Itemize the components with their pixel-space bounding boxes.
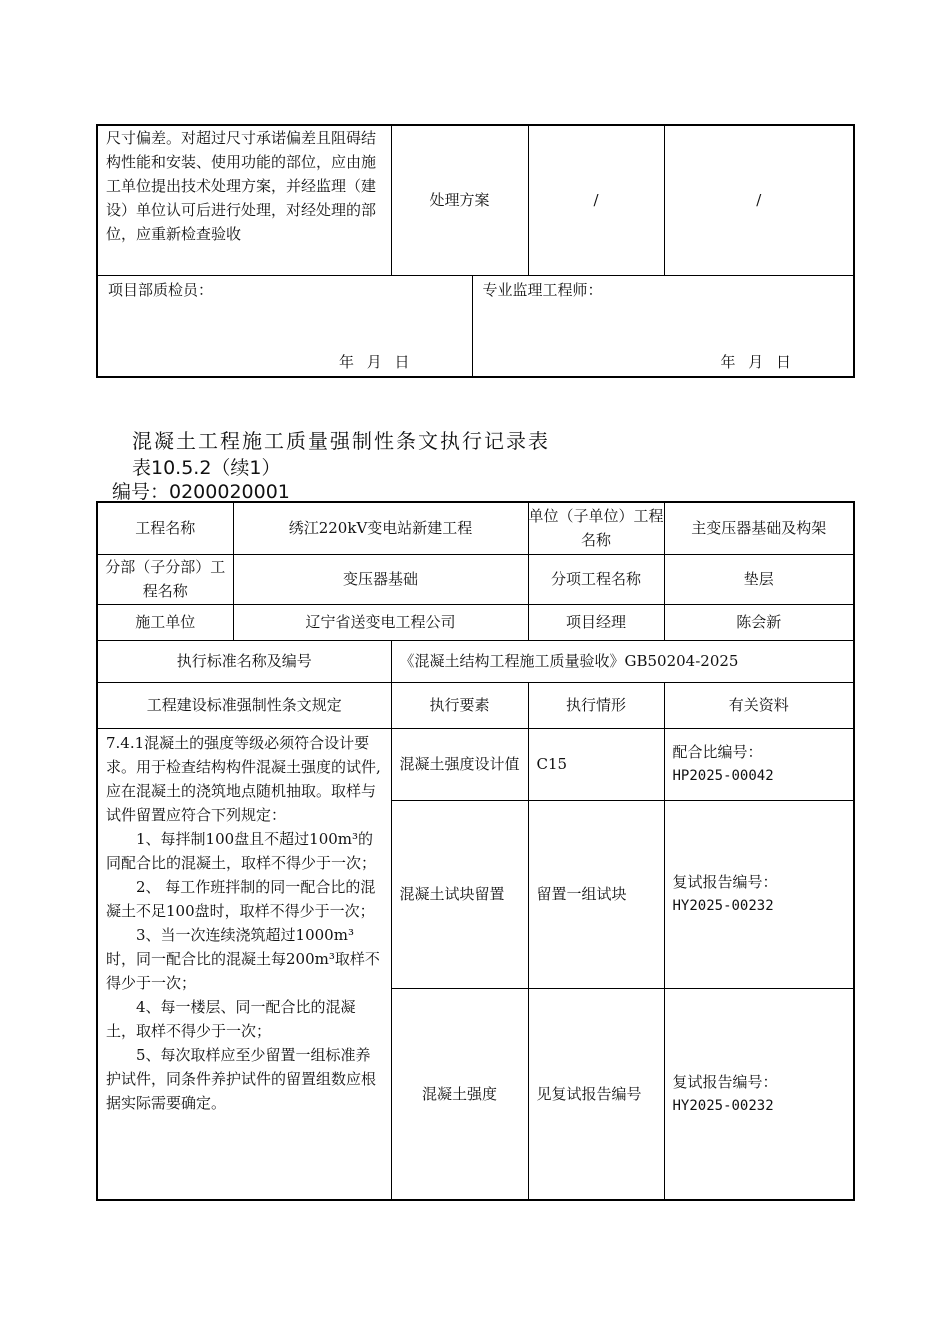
row-situation: 留置一组试块: [528, 800, 664, 988]
row-situation: 见复试报告编号: [528, 988, 664, 1200]
header-situation: 执行情形: [528, 682, 664, 728]
clause-text: 尺寸偏差。对超过尺寸承诺偏差且阻碍结构性能和安装、使用功能的部位，应由施工单位提出技术处理方案，并经监理（建设）单位认可后进行处理，对经处理的部位，应重新检查验收: [97, 125, 391, 275]
clause-intro: 7.4.1混凝土的强度等级必须符合设计要求。用于检查结构构件混凝土强度的试件,应在混凝土的浇筑地点随机抽取。取样与试件留置应符合下列规定：: [106, 733, 381, 824]
inspector-signature: [98, 276, 472, 376]
continuation-table: [96, 124, 855, 378]
part-label: 分部（子分部）工程名称: [97, 554, 233, 604]
clause-item: 4、每一楼层、同一配合比的混凝土，取样不得少于一次；: [106, 997, 356, 1040]
clause-cell: [97, 728, 391, 1200]
manager-label: 项目经理: [528, 604, 664, 640]
inspector-date: 年 月 日: [338, 352, 414, 371]
element-cell: 处理方案: [391, 125, 528, 275]
record-number: 编号：0200020001: [112, 481, 290, 503]
unit-name: 主变压器基础及构架: [664, 502, 854, 554]
page-title: 混凝土工程施工质量强制性条文执行记录表: [132, 429, 550, 453]
supervisor-label: 专业监理工程师：: [482, 280, 603, 299]
project-name: 绣江220kV变电站新建工程: [233, 502, 528, 554]
row-materials: [664, 728, 854, 800]
manager-name: 陈会新: [664, 604, 854, 640]
clause-item: 3、当一次连续浇筑超过1000m³时，同一配合比的混凝土每200m³取样不得少于一次；: [106, 925, 380, 992]
builder-name: 辽宁省送变电工程公司: [233, 604, 528, 640]
materials-label: 复试报告编号：: [672, 873, 778, 891]
header-clause: 工程建设标准强制性条文规定: [97, 682, 391, 728]
clause-item: 2、 每工作班拌制的同一配合比的混凝土不足100盘时，取样不得少于一次；: [106, 877, 376, 920]
inspector-label: 项目部质检员：: [108, 280, 214, 299]
header-materials: 有关资料: [664, 682, 854, 728]
part-name: 变压器基础: [233, 554, 528, 604]
record-table: [96, 501, 855, 1201]
row-situation: C15: [528, 728, 664, 800]
unit-label: 单位（子单位）工程名称: [528, 502, 664, 554]
item-name: 垫层: [664, 554, 854, 604]
situation-cell: /: [528, 125, 664, 275]
standard-label: 执行标准名称及编号: [97, 640, 391, 682]
clause-item: 1、每拌制100盘且不超过100m³的同配合比的混凝土，取样不得少于一次；: [106, 829, 377, 872]
row-materials: [664, 988, 854, 1200]
materials-cell: /: [664, 125, 854, 275]
table-subtitle: 表10.5.2（续1）: [132, 457, 281, 479]
header-element: 执行要素: [391, 682, 528, 728]
materials-code: HY2025-00232: [672, 1097, 774, 1114]
row-element: 混凝土强度设计值: [391, 728, 528, 800]
project-name-label: 工程名称: [97, 502, 233, 554]
builder-label: 施工单位: [97, 604, 233, 640]
standard-name: 《混凝土结构工程施工质量验收》GB50204-2025: [391, 640, 854, 682]
clause-item: 5、每次取样应至少留置一组标准养护试件，同条件养护试件的留置组数应根据实际需要确定。: [106, 1045, 377, 1112]
supervisor-signature: [472, 276, 853, 376]
materials-label: 配合比编号：: [672, 743, 763, 761]
materials-label: 复试报告编号：: [672, 1072, 778, 1091]
row-element: 混凝土试块留置: [391, 800, 528, 988]
row-element: 混凝土强度: [391, 988, 528, 1200]
item-label: 分项工程名称: [528, 554, 664, 604]
row-materials: [664, 800, 854, 988]
materials-code: HY2025-00232: [672, 898, 774, 914]
materials-code: HP2025-00042: [672, 768, 774, 784]
supervisor-date: 年 月 日: [720, 352, 795, 371]
